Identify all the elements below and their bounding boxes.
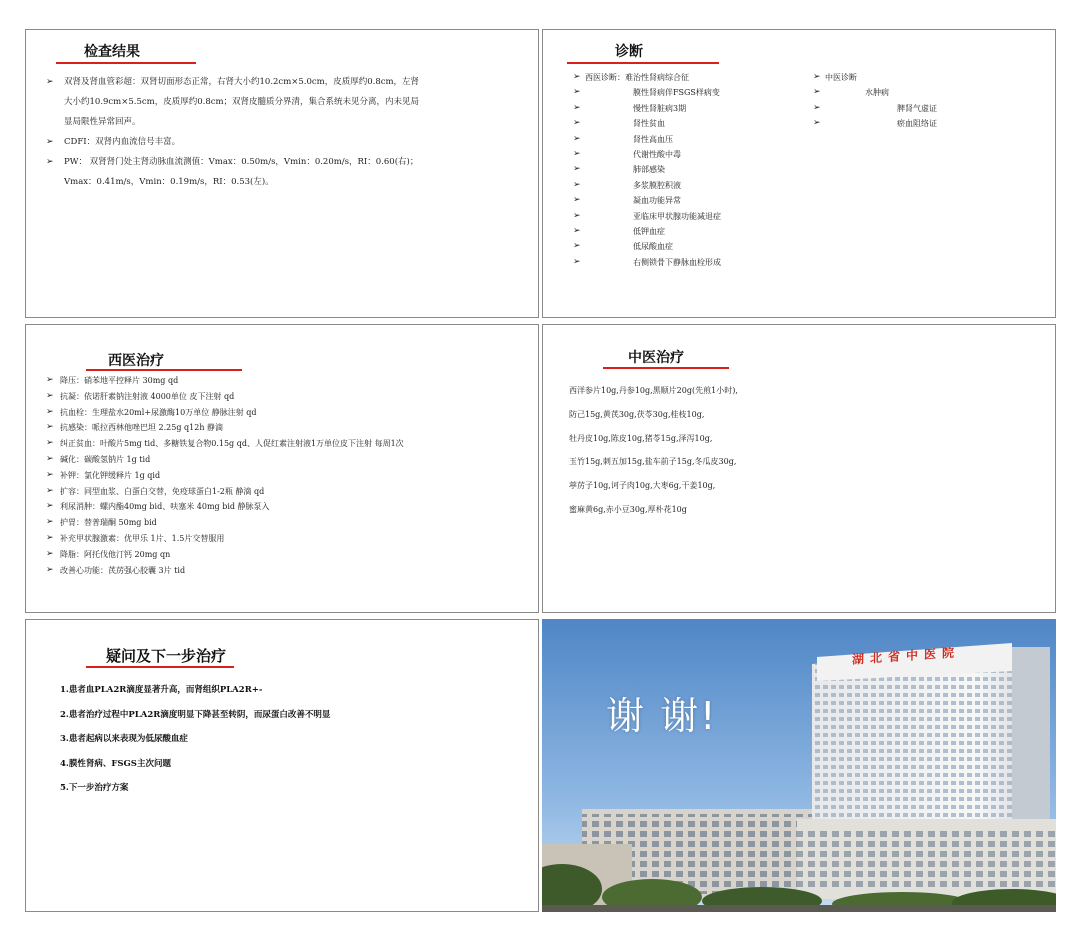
diagnosis-row bbox=[813, 70, 1043, 85]
bullet-arrow-icon: ➢ bbox=[813, 72, 821, 82]
diagnosis-text: 凝血功能异常 bbox=[633, 196, 681, 206]
item-text: CDFI：双肾内血流信号丰富。 bbox=[64, 137, 181, 147]
bullet-arrow-icon: ➢ bbox=[573, 179, 581, 190]
diagnosis-row bbox=[573, 162, 813, 177]
diagnosis-row bbox=[573, 70, 813, 85]
bullet-arrow-icon: ➢ bbox=[46, 406, 54, 417]
item-text: 双肾及肾血管彩超：双肾切面形态正常，右肾大小约10.2cm×5.0cm，皮质厚约0.8cm，左肾 bbox=[64, 77, 420, 87]
bullet-arrow-icon: ➢ bbox=[573, 210, 581, 221]
bullet-arrow-icon: ➢ bbox=[46, 77, 54, 87]
slide-tcm-treatment bbox=[542, 324, 1056, 613]
item-text: Vmax：0.41m/s，Vmin：0.19m/s，RI：0.53(左)。 bbox=[64, 177, 274, 187]
question-row: 5.下一步治疗方案 bbox=[60, 783, 129, 793]
slide-title: 检查结果 bbox=[84, 44, 140, 60]
diagnosis-row bbox=[573, 178, 813, 193]
treatment-text: 补钾：氯化钾缓释片 1g qid bbox=[60, 470, 161, 480]
bullet-arrow-icon: ➢ bbox=[573, 87, 581, 98]
diagnosis-row bbox=[573, 193, 813, 208]
bullet-arrow-icon: ➢ bbox=[46, 532, 54, 543]
diagnosis-row bbox=[573, 101, 813, 116]
diagnosis-text: 瘀血阻络证 bbox=[897, 119, 937, 129]
diagnosis-row bbox=[573, 85, 813, 100]
bullet-arrow-icon: ➢ bbox=[46, 548, 54, 559]
bullet-arrow-icon: ➢ bbox=[813, 102, 821, 113]
treatment-text: 扩容：同型血浆、白蛋白交替，免疫球蛋白1-2瓶 静滴 qd bbox=[60, 486, 265, 496]
bullet-arrow-icon: ➢ bbox=[573, 195, 581, 206]
slide-diagnosis bbox=[542, 29, 1056, 318]
diagnosis-text: 亚临床甲状腺功能减退症 bbox=[633, 211, 721, 221]
treatment-row bbox=[46, 389, 532, 405]
treatment-row bbox=[46, 531, 532, 547]
slide-western-treatment bbox=[25, 324, 539, 613]
treatment-text: 改善心功能：芪苈强心胶囊 3片 tid bbox=[60, 565, 186, 575]
bullet-arrow-icon: ➢ bbox=[46, 453, 54, 464]
bullet-arrow-icon: ➢ bbox=[813, 118, 821, 129]
list-item bbox=[46, 152, 532, 192]
treatment-row bbox=[46, 515, 532, 531]
title-underline bbox=[603, 367, 729, 369]
slide-title: 西医治疗 bbox=[108, 353, 164, 369]
diagnosis-row bbox=[573, 224, 813, 239]
bullet-arrow-icon: ➢ bbox=[46, 390, 54, 401]
diagnosis-text: 脾肾气虚证 bbox=[897, 103, 937, 113]
treatment-row bbox=[46, 436, 532, 452]
title-underline bbox=[56, 62, 196, 64]
bullet-arrow-icon: ➢ bbox=[46, 564, 54, 575]
diagnosis-text: 代谢性酸中毒 bbox=[633, 149, 681, 159]
diagnosis-row bbox=[573, 209, 813, 224]
treatment-row bbox=[46, 420, 532, 436]
item-text: 大小约10.9cm×5.5cm，皮质厚约0.8cm；双肾皮髓质分界清，集合系统未见分离，内未见局 bbox=[64, 97, 420, 107]
bullet-arrow-icon: ➢ bbox=[46, 375, 54, 385]
bullet-arrow-icon: ➢ bbox=[46, 137, 54, 147]
diagnosis-text: 水肿病 bbox=[865, 88, 889, 98]
treatment-text: 利尿消肿：螺内酯40mg bid、呋塞米 40mg bid 静脉泵入 bbox=[60, 502, 270, 512]
diagnosis-row bbox=[573, 255, 813, 270]
diagnosis-text: 肾性高血压 bbox=[633, 134, 673, 144]
title-underline bbox=[86, 369, 242, 371]
diagnosis-text: 肾性贫血 bbox=[633, 119, 665, 129]
treatment-row bbox=[46, 499, 532, 515]
diagnosis-row bbox=[573, 239, 813, 254]
diagnosis-row bbox=[573, 147, 813, 162]
treatment-row bbox=[46, 563, 532, 579]
hospital-photo bbox=[542, 619, 1056, 912]
western-diagnosis-column bbox=[573, 70, 813, 270]
diagnosis-text: 西医诊断：难治性肾病综合征 bbox=[585, 73, 689, 82]
slide-title: 诊断 bbox=[615, 44, 643, 60]
diagnosis-row bbox=[813, 101, 1043, 116]
diagnosis-row bbox=[573, 132, 813, 147]
diagnosis-row bbox=[573, 116, 813, 131]
diagnosis-text: 膜性肾病伴FSGS样病变 bbox=[633, 88, 720, 98]
bullet-arrow-icon: ➢ bbox=[46, 157, 54, 167]
bullet-arrow-icon: ➢ bbox=[573, 225, 581, 236]
treatment-text: 护胃：替普瑞酮 50mg bid bbox=[60, 518, 157, 528]
herb-row: 蜜麻黄6g,赤小豆30g,厚朴花10g bbox=[569, 504, 687, 514]
slide-exam-results bbox=[25, 29, 539, 318]
treatment-row bbox=[46, 452, 532, 468]
herb-list bbox=[569, 383, 1039, 526]
diagnosis-text: 右侧锁骨下静脉血栓形成 bbox=[633, 257, 721, 267]
list-item bbox=[46, 132, 532, 152]
diagnosis-text: 肺部感染 bbox=[633, 165, 665, 175]
bullet-arrow-icon: ➢ bbox=[46, 485, 54, 496]
tcm-diagnosis-column bbox=[813, 70, 1043, 132]
treatment-text: 碱化：碳酸氢钠片 1g tid bbox=[60, 454, 151, 464]
diagnosis-row bbox=[813, 85, 1043, 100]
title-underline bbox=[567, 62, 719, 64]
question-row: 1.患者血PLA2R滴度显著升高，而肾组织PLA2R+- bbox=[60, 685, 263, 695]
treatment-row bbox=[46, 468, 532, 484]
treatment-row bbox=[46, 405, 532, 421]
item-text: PW： 双肾肾门处主肾动脉血流测值：Vmax：0.50m/s，Vmin：0.20m/s，RI：0.60(右)； bbox=[64, 157, 419, 167]
bullet-arrow-icon: ➢ bbox=[573, 118, 581, 129]
exam-list bbox=[46, 72, 532, 192]
diagnosis-text: 低钾血症 bbox=[633, 226, 665, 236]
herb-row: 牡丹皮10g,陈皮10g,猪苓15g,泽泻10g, bbox=[569, 433, 713, 443]
bullet-arrow-icon: ➢ bbox=[573, 148, 581, 159]
bullet-arrow-icon: ➢ bbox=[46, 501, 54, 512]
treatment-list bbox=[46, 373, 532, 578]
treatment-text: 抗凝：依诺肝素钠注射液 4000单位 皮下注射 qd bbox=[60, 391, 235, 401]
bullet-arrow-icon: ➢ bbox=[46, 438, 54, 449]
treatment-text: 抗血栓：生理盐水20ml+尿激酶10万单位 静脉注射 qd bbox=[60, 407, 257, 417]
diagnosis-row bbox=[813, 116, 1043, 131]
title-underline bbox=[86, 666, 234, 668]
slide-title: 中医治疗 bbox=[628, 350, 684, 366]
question-row: 4.膜性肾病、FSGS主次问题 bbox=[60, 758, 171, 769]
bullet-arrow-icon: ➢ bbox=[46, 422, 54, 433]
treatment-row bbox=[46, 373, 532, 389]
treatment-row bbox=[46, 484, 532, 500]
herb-row: 玉竹15g,刺五加15g,盐车前子15g,冬瓜皮30g, bbox=[569, 457, 737, 467]
treatment-row bbox=[46, 547, 532, 563]
slide-questions bbox=[25, 619, 539, 912]
diagnosis-text: 中医诊断 bbox=[825, 73, 857, 82]
treatment-text: 补充甲状腺激素：优甲乐 1片、1.5片交替服用 bbox=[60, 533, 225, 543]
question-list bbox=[60, 682, 520, 805]
question-row: 3.患者起病以来表现为低尿酸血症 bbox=[60, 734, 188, 744]
diagnosis-text: 多浆膜腔积液 bbox=[633, 180, 681, 190]
bullet-arrow-icon: ➢ bbox=[573, 102, 581, 113]
herb-row: 葶苈子10g,诃子肉10g,大枣6g,干姜10g, bbox=[569, 481, 716, 491]
bullet-arrow-icon: ➢ bbox=[46, 469, 54, 480]
hospital-sign: 湖北省中医院 bbox=[852, 645, 961, 667]
bullet-arrow-icon: ➢ bbox=[46, 517, 54, 528]
bullet-arrow-icon: ➢ bbox=[813, 87, 821, 98]
bullet-arrow-icon: ➢ bbox=[573, 133, 581, 144]
treatment-text: 纠正贫血：叶酸片5mg tid、多糖铁复合物0.15g qd、人促红素注射液1万单位皮下注射 每周1次 bbox=[60, 439, 404, 449]
herb-row: 防己15g,黄芪30g,茯苓30g,桂枝10g, bbox=[569, 409, 705, 419]
treatment-text: 抗感染：哌拉西林他唑巴坦 2.25g q12h 静滴 bbox=[60, 423, 224, 433]
diagnosis-text: 低尿酸血症 bbox=[633, 242, 673, 252]
herb-row: 西洋参片10g,丹参10g,黑顺片20g(先煎1小时), bbox=[569, 386, 738, 395]
slide-title: 疑问及下一步治疗 bbox=[106, 647, 227, 665]
thanks-text: 谢 谢! bbox=[606, 694, 718, 738]
bullet-arrow-icon: ➢ bbox=[573, 241, 581, 252]
list-item bbox=[46, 72, 532, 132]
bullet-arrow-icon: ➢ bbox=[573, 164, 581, 175]
question-row: 2.患者治疗过程中PLA2R滴度明显下降甚至转阴，而尿蛋白改善不明显 bbox=[60, 709, 331, 720]
bullet-arrow-icon: ➢ bbox=[573, 256, 581, 267]
bullet-arrow-icon: ➢ bbox=[573, 72, 581, 82]
slide-thanks bbox=[542, 619, 1056, 912]
treatment-text: 降脂：阿托伐他汀钙 20mg qn bbox=[60, 549, 171, 559]
treatment-text: 降压：硝苯地平控释片 30mg qd bbox=[60, 376, 179, 385]
item-text: 显局限性异常回声。 bbox=[64, 117, 141, 127]
diagnosis-text: 慢性肾脏病3期 bbox=[633, 103, 687, 113]
